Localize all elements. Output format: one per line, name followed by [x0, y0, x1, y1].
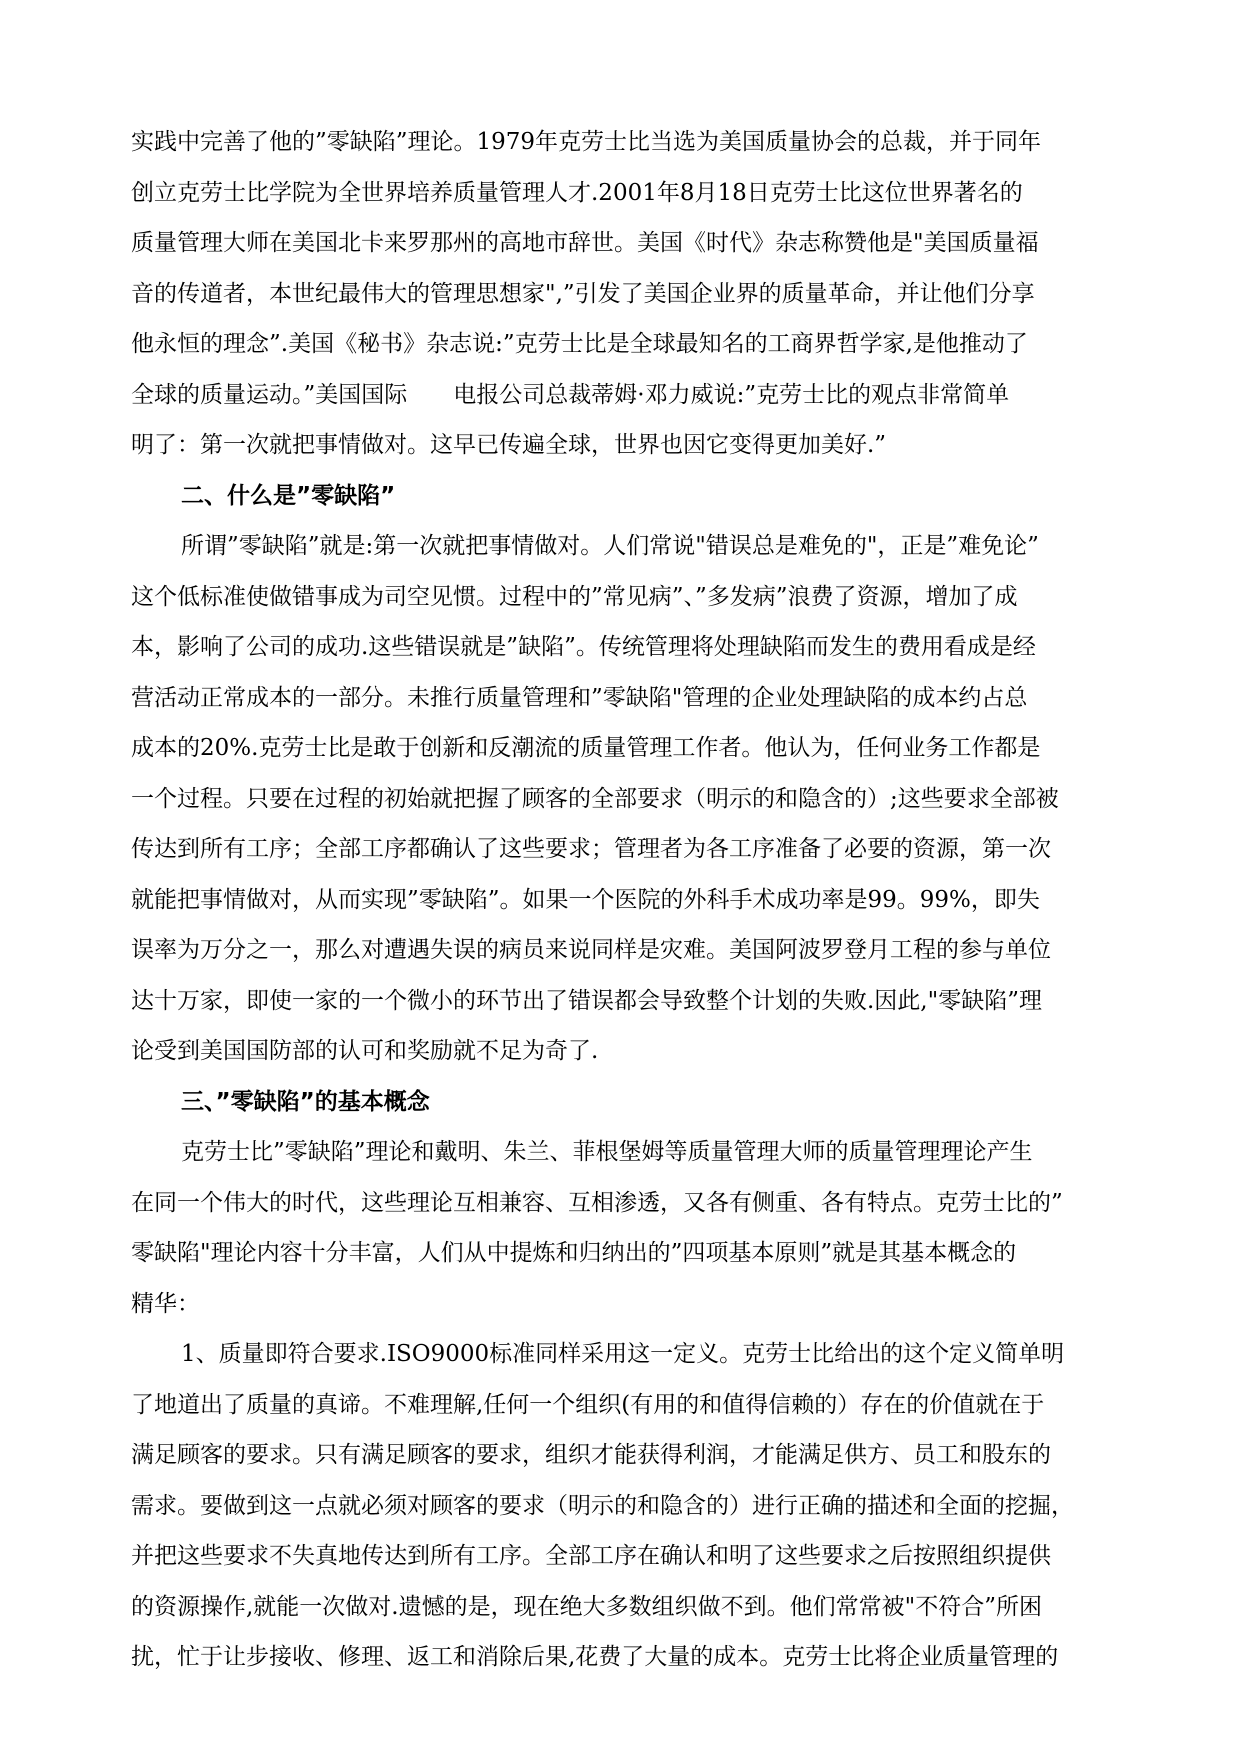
- text-line: 实践中完善了他的”零缺陷”理论。1979年克劳士比当选为美国质量协会的总裁，并于同年: [131, 129, 1042, 155]
- document-body: [131, 117, 1111, 1683]
- text-line: 扰，忙于让步接收、修理、返工和消除后果,花费了大量的成本。克劳士比将企业质量管理的: [131, 1644, 1059, 1670]
- text-line: 音的传道者，本世纪最伟大的管理思想家",”引发了美国企业界的质量革命，并让他们分享: [131, 280, 1035, 307]
- text-line: 一个过程。只要在过程的初始就把握了顾客的全部要求（明示的和隐含的）;这些要求全部被: [131, 785, 1059, 812]
- paragraph-first-line: 所谓”零缺陷”就是:第一次就把事情做对。人们常说"错误总是难免的"，正是”难免论”: [181, 533, 1039, 559]
- text-line: 误率为万分之一，那么对遭遇失误的病员来说同样是灾难。美国阿波罗登月工程的参与单位: [131, 937, 1051, 963]
- paragraph-first-line: 克劳士比”零缺陷”理论和戴明、朱兰、菲根堡姆等质量管理大师的质量管理理论产生: [181, 1139, 1033, 1165]
- text-line: 并把这些要求不失真地传达到所有工序。全部工序在确认和明了这些要求之后按照组织提供: [131, 1543, 1051, 1569]
- text-line: 全球的质量运动。”美国国际 电报公司总裁蒂姆·邓力威说:”克劳士比的观点非常简单: [131, 381, 1010, 408]
- text-line: 本，影响了公司的成功.这些错误就是”缺陷”。传统管理将处理缺陷而发生的费用看成是经: [131, 634, 1036, 660]
- paragraph-first-line: 1、质量即符合要求.ISO9000标准同样采用这一定义。克劳士比给出的这个定义简单明: [181, 1341, 1065, 1367]
- text-line: 创立克劳士比学院为全世界培养质量管理人才.2001年8月18日克劳士比这位世界著名的: [131, 179, 1023, 206]
- text-line: 传达到所有工序；全部工序都确认了这些要求；管理者为各工序准备了必要的资源，第一次: [131, 836, 1051, 862]
- text-line: 满足顾客的要求。只有满足顾客的要求，组织才能获得利润，才能满足供方、员工和股东的: [131, 1442, 1051, 1468]
- text-line: 营活动正常成本的一部分。未推行质量管理和”零缺陷"管理的企业处理缺陷的成本约占总: [131, 684, 1028, 711]
- text-line: 成本的20%.克劳士比是敢于创新和反潮流的质量管理工作者。他认为，任何业务工作都是: [131, 735, 1041, 761]
- text-line: 明了：第一次就把事情做对。这早已传遍全球，世界也因它变得更加美好.”: [131, 432, 887, 458]
- text-line: 论受到美国国防部的认可和奖励就不足为奇了.: [131, 1038, 599, 1064]
- text-line: 在同一个伟大的时代，这些理论互相兼容、互相渗透，又各有侧重、各有特点。克劳士比的”: [131, 1189, 1063, 1216]
- text-line: 了地道出了质量的真谛。不难理解,任何一个组织(有用的和值得信赖的）存在的价值就在于: [131, 1391, 1045, 1418]
- section-heading: 二、什么是”零缺陷”: [181, 482, 396, 509]
- text-line: 零缺陷"理论内容十分丰富，人们从中提炼和归纳出的”四项基本原则”就是其基本概念的: [131, 1240, 1017, 1266]
- text-line: 他永恒的理念”.美国《秘书》杂志说:”克劳士比是全球最知名的工商界哲学家,是他推动了: [131, 331, 1028, 357]
- text-line: 的资源操作,就能一次做对.遗憾的是，现在绝大多数组织做不到。他们常常被"不符合”所困: [131, 1593, 1042, 1620]
- text-line: 需求。要做到这一点就必须对顾客的要求（明示的和隐含的）进行正确的描述和全面的挖掘，: [131, 1492, 1074, 1519]
- text-line: 这个低标准使做错事成为司空见惯。过程中的”常见病”、”多发病”浪费了资源，增加了成: [131, 583, 1018, 610]
- section-heading: 三、”零缺陷”的基本概念: [181, 1088, 430, 1115]
- text-line: 精华：: [131, 1290, 200, 1317]
- text-line: 达十万家，即使一家的一个微小的环节出了错误都会导致整个计划的失败.因此,"零缺陷”理: [131, 987, 1042, 1014]
- text-line: 就能把事情做对，从而实现”零缺陷”。如果一个医院的外科手术成功率是99。99%，即失: [131, 886, 1040, 913]
- text-line: 质量管理大师在美国北卡来罗那州的高地市辞世。美国《时代》杂志称赞他是"美国质量福: [131, 230, 1039, 256]
